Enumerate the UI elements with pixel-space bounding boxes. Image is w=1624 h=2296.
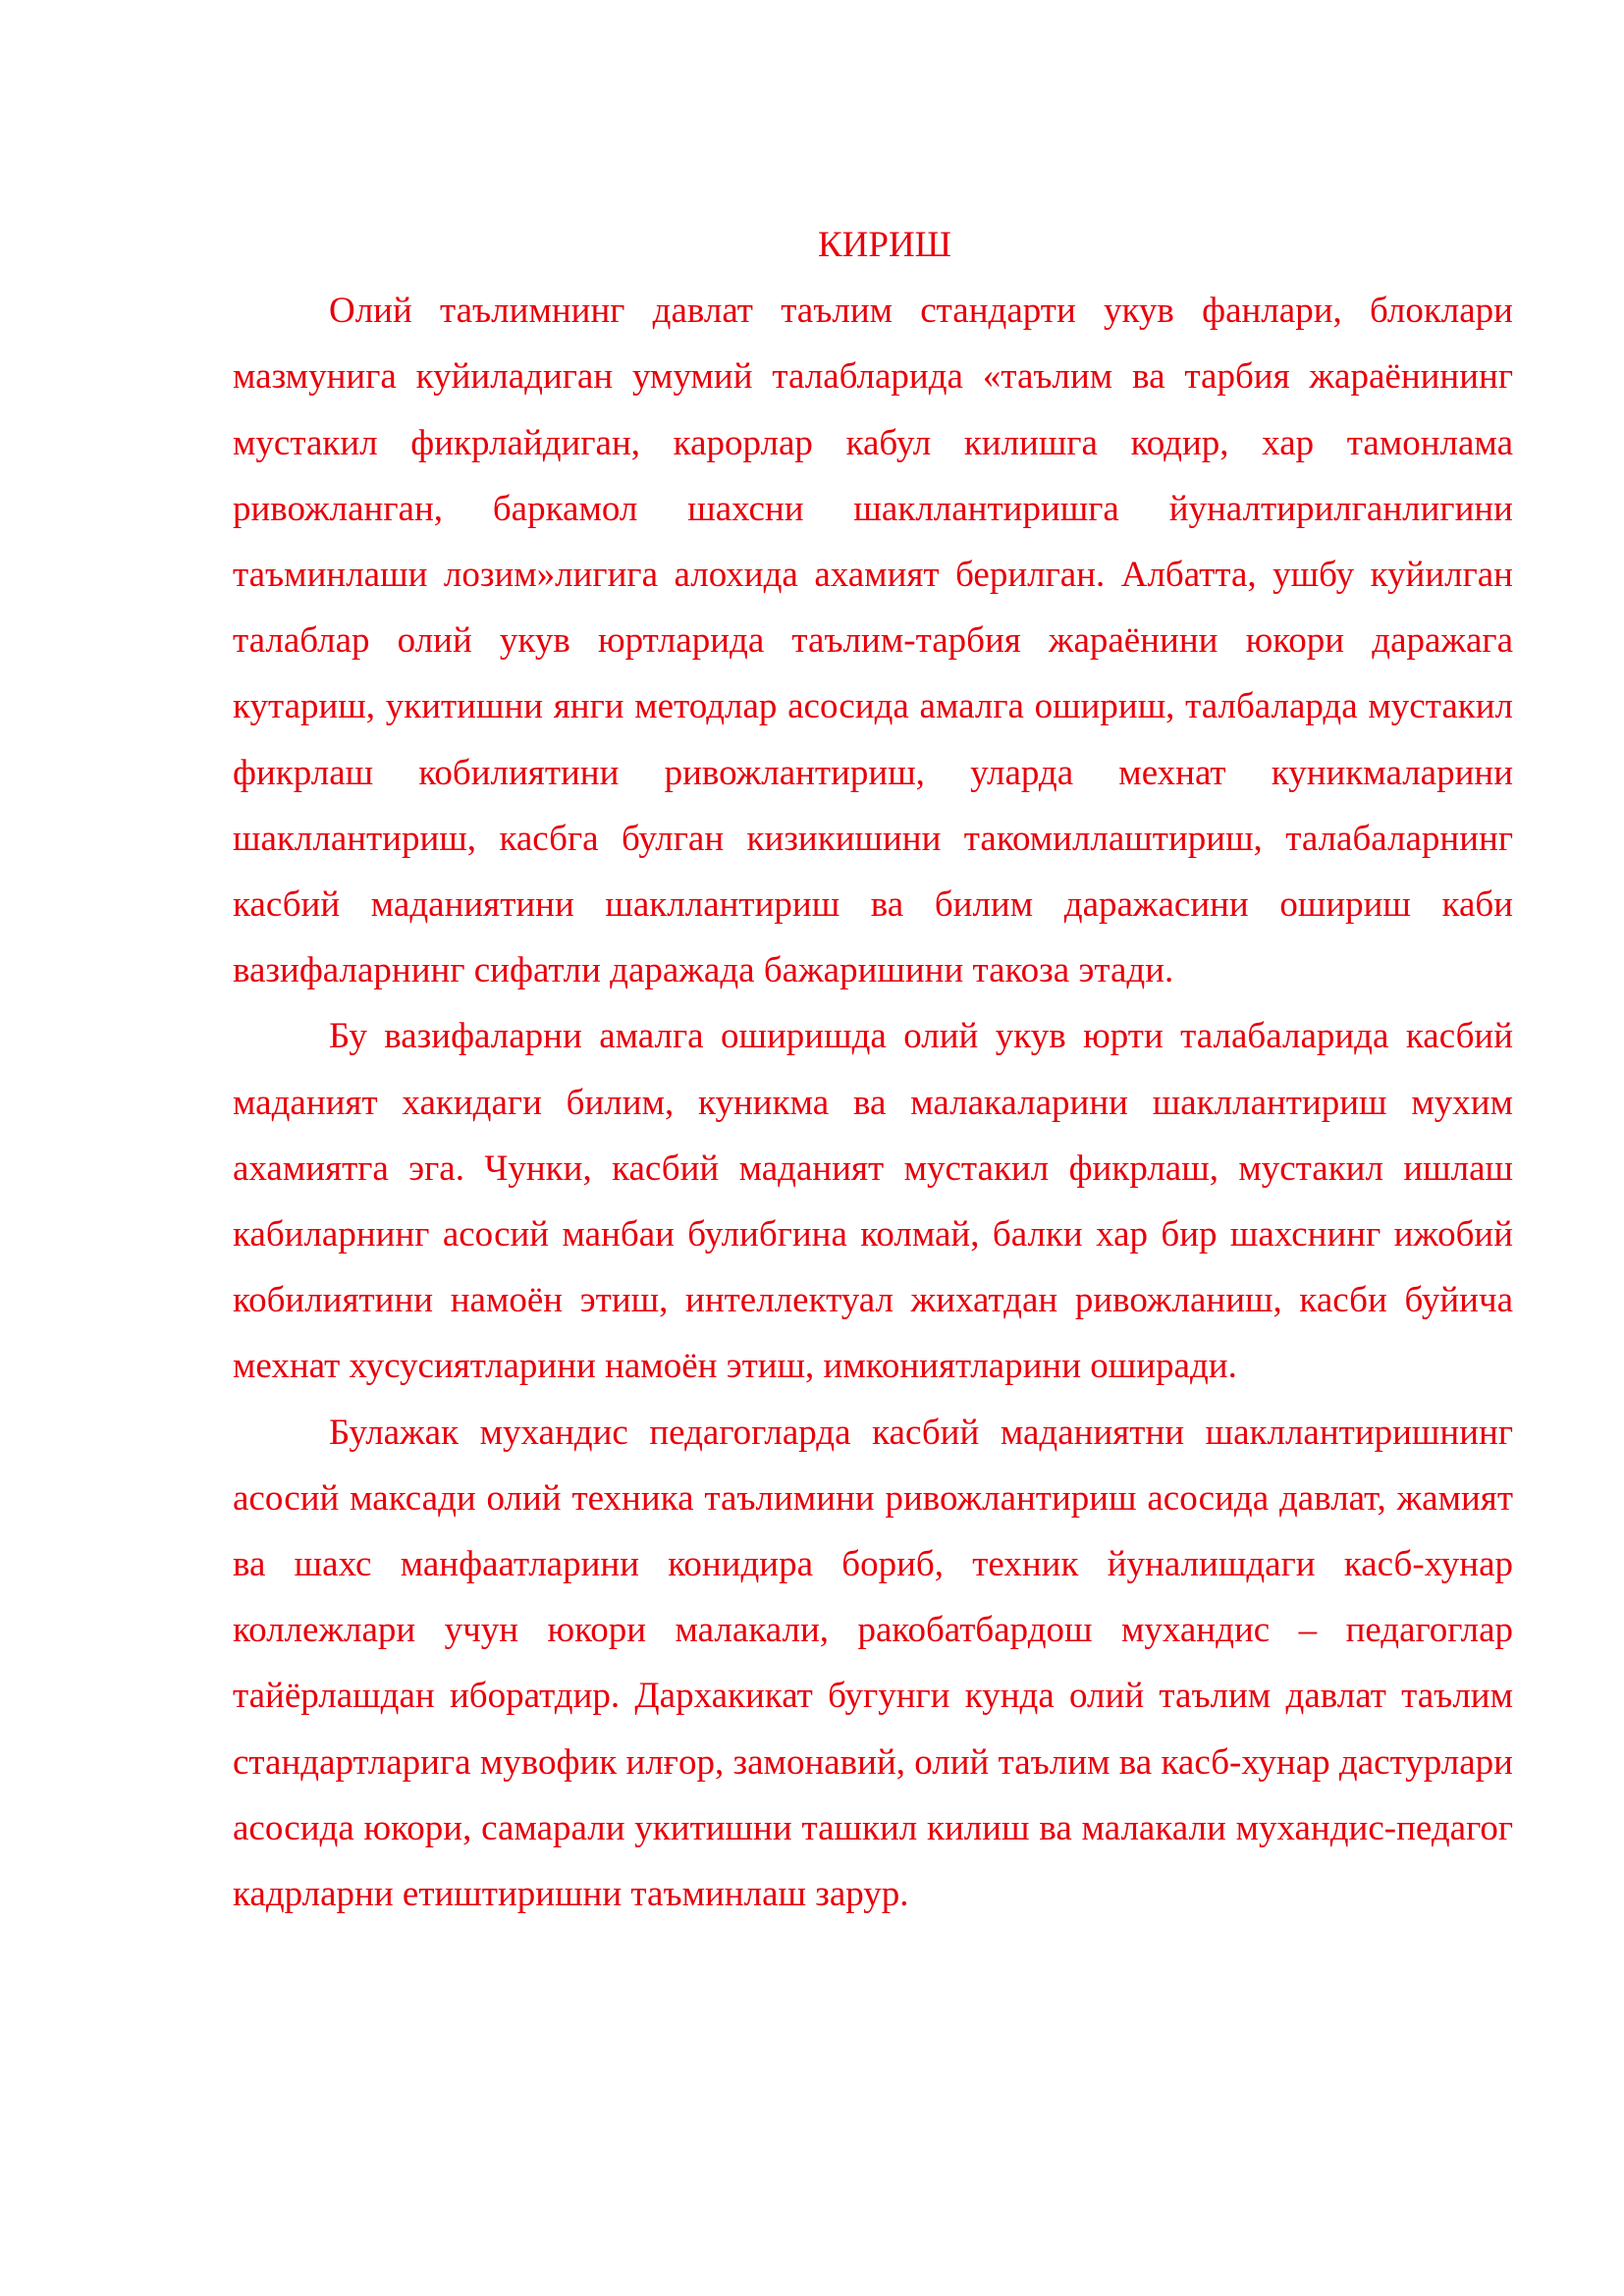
- paragraph-2: Бу вазифаларни амалга оширишда олий укув юрти талабаларида касбий маданият хакидаги билим, куникма ва малакаларини шакллантириш мухим ахамиятга эга. Чунки, касбий маданият мустакил фикрлаш, мустакил ишлаш кабиларнинг асосий манбаи булибгина колмай, балки хар бир шахснинг ижобий кобилиятини намоён этиш, интеллектуал жихатдан ривожланиш, касби буйича мехнат хусусиятларини намоён этиш, имкониятларини оширади.: [233, 1016, 1513, 1387]
- document-page: [233, 212, 1513, 1927]
- paragraph-3: Булажак мухандис педагогларда касбий маданиятни шакллантиришнинг асосий максади олий техника таълимини ривожлантириш асосида давлат, жамият ва шахс манфаатларини конидира бориб, техник йуналишдаги касб-хунар коллежлари учун юкори малакали, ракобатбардош мухандис – педагоглар тайёрлашдан иборатдир. Дархакикат бугунги кунда олий таълим давлат таълим стандартларига мувофик илғор, замонавий, олий таълим ва касб-хунар дастурлари асосида юкори, самарали укитишни ташкил килиш ва малакали мухандис-педагог кадрларни етиштиришни таъминлаш зарур.: [233, 1412, 1513, 1915]
- paragraph-1: Олий таълимнинг давлат таълим стандарти укув фанлари, блоклари мазмунига куйиладиган умумий талабларида «таълим ва тарбия жараёнининг мустакил фикрлайдиган, карорлар кабул килишга кодир, хар тамонлама ривожланган, баркамол шахсни шакллантиришга йуналтирилганлигини таъминлаши лозим»лигига алохида ахамият берилган. Албатта, ушбу куйилган талаблар олий укув юртларида таълим-тарбия жараёнини юкори даражага кутариш, укитишни янги методлар асосида амалга ошириш, талбаларда мустакил фикрлаш кобилиятини ривожлантириш, уларда мехнат куникмаларини шакллантириш, касбга булган кизикишини такомиллаштириш, талабаларнинг касбий маданиятини шакллантириш ва билим даражасини ошириш каби вазифаларнинг сифатли даражада бажаришини такоза этади.: [233, 291, 1513, 991]
- page-title: КИРИШ: [817, 225, 952, 265]
